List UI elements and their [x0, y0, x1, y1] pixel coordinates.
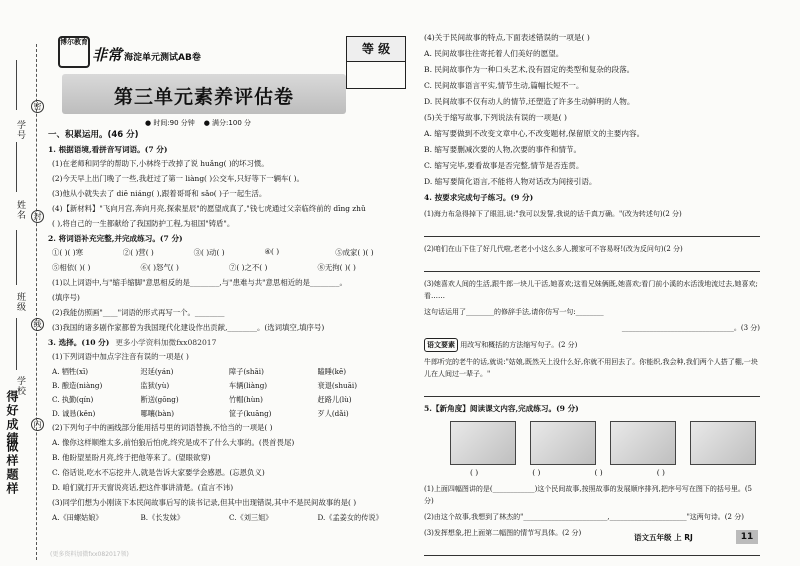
- question-stem: 5.【新角度】阅读课文内容,完成练习。(9 分): [424, 404, 579, 413]
- brand-name: 非常: [92, 46, 123, 64]
- answer-line[interactable]: [424, 384, 760, 397]
- story-panel-image: [530, 421, 596, 465]
- question-line: (1)在老师和同学的帮助下,小林终于改掉了说 huǎng( )的坏习惯。: [52, 159, 269, 168]
- question-line: (2)今天早上出门晚了一些,我赶过了第一 liàng( )公交车,只好等下一辆车( )。: [52, 174, 304, 183]
- seal-mark: 封: [31, 210, 44, 223]
- word-blanks: [52, 247, 406, 258]
- question-line: (填序号): [52, 293, 80, 302]
- question-line: 语文要素 用改写和概括的方法缩写句子。(2 分): [424, 338, 760, 352]
- motto-right: 得好成绩: [5, 390, 19, 446]
- answer-line[interactable]: [424, 259, 760, 272]
- question-stem: 2. 将词语补充完整,并完成练习。(7 分): [48, 234, 183, 243]
- question-line: 牛郎听完的老牛的话,就说:"姑娘,既然天上没什么好,你就不用回去了。你能织,我会种,我们两个人搭了棚,一块儿在人间过一辈子。": [424, 358, 758, 378]
- header-banner: [48, 18, 406, 127]
- choice-option[interactable]: B. 他盼望星盼月亮,终于把他等来了。(望眼欲穿): [52, 453, 211, 462]
- name-label: 姓名: [15, 200, 25, 220]
- word-blank[interactable]: ⑦( )之不( ): [229, 263, 268, 272]
- story-panel-image: [610, 421, 676, 465]
- page-number: 11: [736, 530, 758, 544]
- order-blank[interactable]: ( ): [594, 468, 603, 477]
- choice-option[interactable]: A. 像你这样顺维太多,前怕狼后怕虎,终究是成不了什么大事的。(畏首畏尾): [52, 438, 295, 447]
- school-label: 学校: [15, 376, 25, 396]
- question-line: (3)同学们想为小刚读下本民间故事后写的读书记录,但其中出现错误,其中不是民间故事的是( ): [52, 498, 357, 507]
- order-blank[interactable]: ( ): [656, 468, 665, 477]
- class-line[interactable]: [16, 230, 17, 285]
- choice-option[interactable]: C. 俗话说,吃水不忘挖井人,就是告诉大家要学会感恩。(忘恩负义): [52, 468, 265, 477]
- section-heading: 一、积累运用。(46 分): [48, 130, 139, 140]
- student-id-label: 学号: [15, 120, 25, 140]
- question-line: (3)他从小就失去了 diē niáng( ),跟着哥哥和 sǎo( )子一起生活。: [52, 189, 267, 198]
- answer-line[interactable]: [424, 224, 760, 237]
- question-line: (1)海力布急得掉下了眼泪,说:"我可以发誓,我说的话千真万确。"(改为转述句)(2 分): [424, 210, 682, 218]
- choice-option[interactable]: D. 咱们就打开天窗说亮话,把这件事讲清楚。(直言不讳): [52, 483, 234, 492]
- class-label: 班级: [15, 292, 25, 312]
- page-title: 第三单元素养评估卷: [113, 86, 294, 108]
- key-element-tag: 语文要素: [424, 338, 458, 352]
- motto-left: 做样题样: [5, 440, 19, 496]
- school-line[interactable]: [16, 318, 17, 370]
- choice-option[interactable]: C. 民间故事语言平实,情节生动,篇幅长短不一。: [424, 81, 584, 90]
- question-stem: 4. 按要求完成句子练习。(9 分): [424, 193, 534, 202]
- question-line: (1)以上词语中,与"缩手缩脚"意思相反的是________,与"患难与共"意思相近的是________。: [52, 278, 347, 287]
- score-info: ● 满分:100 分: [203, 119, 251, 127]
- seal-line: [36, 44, 37, 560]
- question-line: (4)【新材料】"飞向月宫,奔向月亮,探索星辰"的愿望成真了,"钱七虎通过父亲临终前的 dīng zhǔ: [52, 204, 366, 213]
- choice-option[interactable]: B. 缩写要删减次要的人物,次要的事件和情节。: [424, 145, 582, 154]
- question-stem: 1. 根据语境,看拼音写词语。(7 分): [48, 145, 168, 154]
- question-stem: 3. 选择。(10 分) 更多小学资料加微fxx082017: [48, 338, 217, 347]
- seal-mark: 内: [31, 418, 44, 431]
- word-blank[interactable]: ①( )( )寒: [52, 248, 84, 257]
- footer-watermark: (更多资料加微fxx082017领): [50, 551, 129, 558]
- question-line: ( ),将自己的一生都献给了我国防护工程,为祖国"铸盾"。: [52, 219, 235, 228]
- order-blank[interactable]: ( ): [532, 468, 541, 477]
- grade-label: 等 级: [346, 36, 406, 62]
- question-line: 这句话运用了________的修辞手法,请你仿写一句:________: [424, 308, 604, 316]
- answer-line[interactable]: [424, 543, 760, 556]
- footer-label: 语文五年级 上 RJ: [634, 533, 693, 542]
- choice-row[interactable]: D. 诚恳(kěn) 哪嚷(bàn) 筐子(kuāng) 歹人(dǎi): [52, 409, 349, 418]
- question-stem: (5)关于缩写故事,下列说法有误的一项是( ): [424, 113, 568, 122]
- right-column: [420, 32, 760, 562]
- left-column: [48, 18, 406, 522]
- question-line: (2)咱们在山下住了好几代啦,老老小小这么多人,搬家可不容易呀!(改为反问句)(2 分): [424, 245, 683, 253]
- choice-option[interactable]: D. 民间故事不仅有动人的情节,还塑造了许多生动鲜明的人物。: [424, 97, 635, 106]
- choice-row[interactable]: C. 执勤(qín) 断送(gōng) 竹帽(hùn) 赶路儿(lù): [52, 395, 352, 404]
- order-blank[interactable]: ( ): [470, 468, 479, 477]
- word-blank[interactable]: ⑤相依( )( ): [52, 263, 91, 272]
- question-line: (2)我能仿照画"____"词语的形式再写一个。________: [52, 308, 225, 317]
- word-blank[interactable]: ⑧无拘( )( ): [317, 263, 356, 272]
- publisher-logo: 博尔教育: [58, 36, 90, 68]
- time-info: ● 时间:90 分钟: [144, 119, 195, 127]
- question-line: (3)我国的诸多剧作家都曾为我国现代化建设作出贡献,________。(选词填空,填序号): [52, 323, 325, 332]
- word-blank[interactable]: ③( )动( ): [193, 248, 225, 257]
- choice-option[interactable]: A. 缩写要做到不改变文章中心,不改变题材,保留原文的主要内容。: [424, 129, 645, 138]
- title-bar: [62, 74, 346, 114]
- grade-box[interactable]: [346, 60, 406, 89]
- word-blank[interactable]: ④( ): [264, 247, 280, 256]
- choice-row[interactable]: A. 牺牲(xī) 迟延(yán) 障子(shāi) 瞌睡(kē): [52, 367, 347, 376]
- word-blanks: [52, 262, 406, 273]
- watermark-text: 更多小学资料加微fxx082017: [115, 338, 217, 347]
- word-blank[interactable]: ②( )营( ): [122, 248, 154, 257]
- question-line: ________________________________。(3 分): [621, 324, 760, 332]
- order-blanks: [470, 468, 760, 477]
- binding-strip: [0, 0, 46, 566]
- question-line: (1)下列词语中加点字注音有误的一项是( ): [52, 352, 189, 361]
- seal-mark: 密: [31, 100, 44, 113]
- story-panels: [450, 421, 760, 465]
- left-content: [48, 126, 406, 526]
- question-stem: (4)关于民间故事的特点,下面表述错误的一项是( ): [424, 33, 590, 42]
- choice-option[interactable]: D. 缩写要简化语言,不能将人物对话改为间接引语。: [424, 177, 597, 186]
- student-id-line[interactable]: [16, 60, 17, 110]
- word-blank[interactable]: ⑤成家( )( ): [335, 248, 374, 257]
- name-line[interactable]: [16, 142, 17, 192]
- series-name: 非常 海淀单元测试AB卷: [92, 46, 201, 64]
- question-line: (1)上面四幅图讲的是(____________)这个民间故事,按照故事的发展顺序排列,把序号写在图下的括号里。(5 分): [424, 485, 753, 505]
- choice-row[interactable]: B. 酿造(niàng) 监狱(yù) 车辆(liàng) 衰退(shuāi): [52, 381, 358, 390]
- question-line: (3)发挥想象,把上面第二幅图的情节写具体。(2 分): [424, 529, 582, 537]
- choice-option[interactable]: A. 民间故事往往寄托着人们美好的愿望。: [424, 49, 564, 58]
- choice-row[interactable]: A.《田螺姑娘》 B.《长发妹》 C.《刘三姐》 D.《孟姜女的传说》: [52, 513, 383, 522]
- question-line: (3)她喜欢人间的生活,跟牛郎一块儿干活,她喜欢;这看兄妹俩既,她喜欢;看门前小溪的水活泼地流过去,她喜欢;看……: [424, 280, 758, 300]
- story-panel-image: [690, 421, 756, 465]
- choice-option[interactable]: B. 民间故事作为一种口头艺术,没有固定的类型和复杂的段落。: [424, 65, 635, 74]
- choice-option[interactable]: C. 缩写完毕,要看故事是否完整,情节是否连贯。: [424, 161, 584, 170]
- seal-mark: 线: [31, 318, 44, 331]
- question-line: (2)下列句子中的画线部分能用括号里的词语替换,不恰当的一项是( ): [52, 423, 273, 432]
- story-panel-image: [450, 421, 516, 465]
- word-blank[interactable]: ⑥( )怒气( ): [140, 263, 179, 272]
- question-line: (2)由这个故事,我想到了林杰的"________________________,______________________"这两句诗。(2 分): [424, 513, 744, 521]
